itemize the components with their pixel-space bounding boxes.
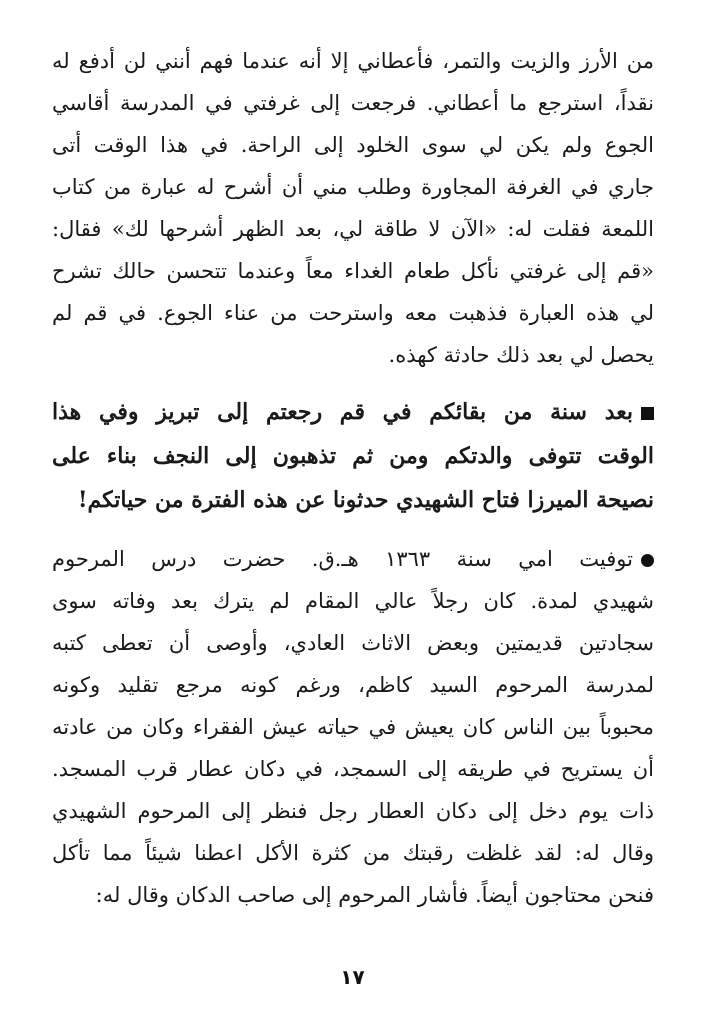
- paragraph-line: يحصل لي بعد ذلك حادثة كهذه.: [388, 343, 654, 367]
- paragraph-line: لي هذه العبارة فذهبت معه واسترحت من عناء الجوع. في قم لم: [52, 301, 654, 325]
- interview-question: [52, 390, 654, 522]
- question-line: نصيحة الميرزا فتاح الشهيدي حدثونا عن هذه الفترة من حياتكم!: [77, 487, 654, 513]
- paragraph-line: وقال له: لقد غلظت رقبتك من كثرة الأكل اعطنا شيئاً مما تأكل: [52, 841, 654, 865]
- paragraph-line: جاري في الغرفة المجاورة وطلب مني أن أشرح له عبارة من كتاب: [52, 175, 654, 199]
- paragraph-line: لمدرسة المرحوم السيد كاظم، ورغم كونه مرجع تقليد وكونه: [52, 673, 654, 697]
- question-line: [52, 390, 654, 434]
- paragraph-line: ذات يوم دخل إلى دكان العطار رجل فنظر إلى المرحوم الشهيدي: [52, 799, 654, 823]
- question-line-text: بعد سنة من بقائكم في قم رجعتم إلى تبريز وفي هذا: [52, 399, 633, 425]
- paragraph-line: «قم إلى غرفتي نأكل طعام الغداء معاً وعندما تتحسن حالك تشرح: [52, 259, 654, 283]
- round-bullet-icon: [641, 554, 654, 567]
- paragraph-line: نقداً، استرجع ما أعطاني. فرجعت إلى غرفتي في المدرسة أقاسي: [52, 91, 654, 115]
- paragraph-line: من الأرز والزيت والتمر، فأعطاني إلا أنه عندما فهم أنني لن أدفع له: [52, 49, 654, 73]
- paragraph-line: [52, 538, 654, 580]
- square-bullet-icon: [641, 407, 654, 420]
- paragraph-line: اللمعة فقلت له: «الآن لا طاقة لي، بعد الظهر أشرحها لك» فقال:: [52, 217, 654, 241]
- paragraph-1: [52, 40, 654, 376]
- paragraph-line: أن يستريح في طريقه إلى السمجد، في دكان عطار قرب المسجد.: [52, 757, 654, 781]
- paragraph-line: شهيدي لمدة. كان رجلاً عالي المقام لم يترك بعد وفاته سوى: [52, 589, 654, 613]
- page-number: ١٧: [340, 965, 365, 989]
- paragraph-line: فنحن محتاجون أيضاً. فأشار المرحوم إلى صاحب الدكان وقال له:: [95, 883, 654, 907]
- paragraph-line-text: توفيت امي سنة ١٣٦٣ هـ.ق. حضرت درس المرحوم: [52, 547, 633, 571]
- paragraph-2: [52, 538, 654, 916]
- paragraph-line: محبوباً بين الناس كان يعيش في حياته عيش الفقراء وكان من عادته: [52, 715, 654, 739]
- paragraph-line: الجوع ولم يكن لي سوى الخلود إلى الراحة. في هذا الوقت أتى: [52, 133, 654, 157]
- paragraph-line: سجادتين قديمتين وبعض الاثاث العادي، وأوصى أن تعطى كتبه: [52, 631, 654, 655]
- question-line: الوقت تتوفى والدتكم ومن ثم تذهبون إلى النجف بناء على: [52, 443, 654, 469]
- page-body: [52, 40, 654, 916]
